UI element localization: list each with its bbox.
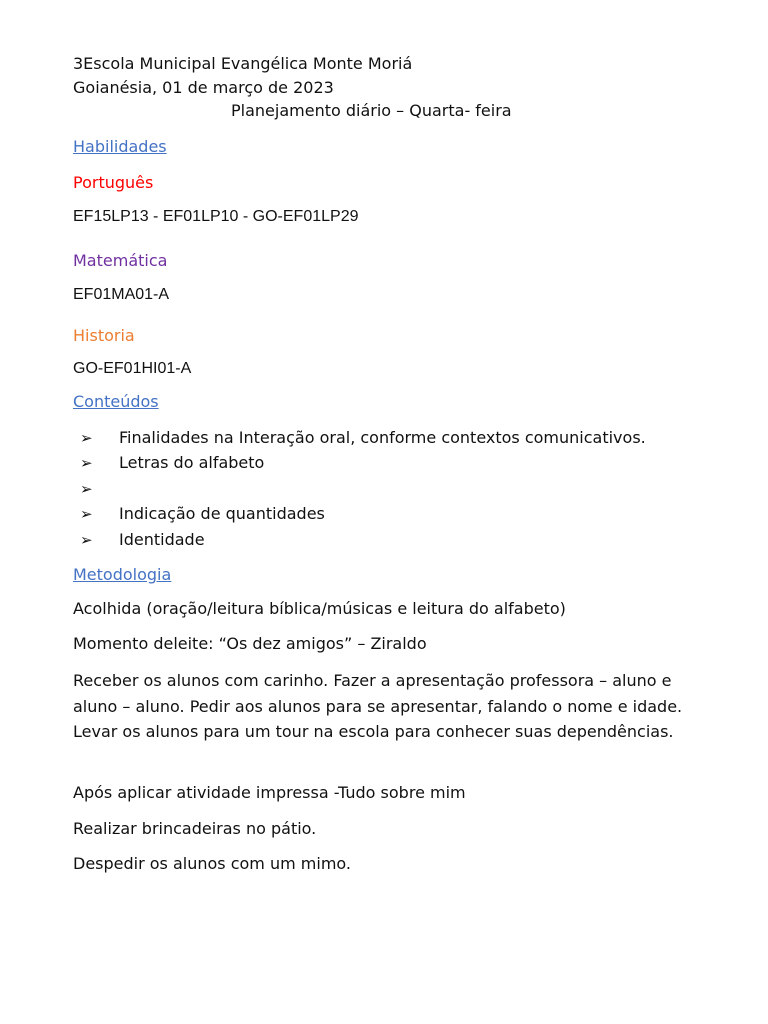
date-line: Goianésia, 01 de março de 2023	[73, 78, 334, 97]
bullet-arrow-icon: ➢	[80, 531, 93, 549]
heading-matematica: Matemática	[73, 251, 168, 270]
portugues-codes: EF15LP13 - EF01LP10 - GO-EF01LP29	[73, 208, 359, 225]
heading-habilidades: Habilidades	[73, 137, 167, 156]
metodologia-paragraph: Realizar brincadeiras no pátio.	[73, 819, 317, 838]
metodologia-paragraph: Receber os alunos com carinho. Fazer a apresentação professora – aluno e aluno – aluno. Pedir aos alunos para se apresentar, falando o nome e idade. Levar os alunos para um tour na escola para conhecer suas dependências.	[73, 671, 683, 741]
list-item: Identidade	[119, 530, 205, 549]
heading-conteudos: Conteúdos	[73, 392, 159, 411]
historia-codes: GO-EF01HI01-A	[73, 360, 192, 377]
metodologia-paragraph: Acolhida (oração/leitura bíblica/músicas e leitura do alfabeto)	[73, 599, 566, 618]
bullet-arrow-icon: ➢	[80, 429, 93, 447]
heading-historia: Historia	[73, 326, 135, 345]
heading-metodologia: Metodologia	[73, 565, 172, 584]
bullet-arrow-icon: ➢	[80, 454, 93, 472]
metodologia-paragraph: Despedir os alunos com um mimo.	[73, 854, 351, 873]
list-item: Letras do alfabeto	[119, 453, 265, 472]
list-item: Finalidades na Interação oral, conforme contextos comunicativos.	[119, 428, 646, 447]
metodologia-paragraph: Após aplicar atividade impressa -Tudo sobre mim	[73, 783, 466, 802]
bullet-arrow-icon: ➢	[80, 505, 93, 523]
bullet-arrow-icon: ➢	[80, 480, 93, 498]
matematica-codes: EF01MA01-A	[73, 286, 170, 303]
plan-title: Planejamento diário – Quarta- feira	[231, 101, 512, 120]
metodologia-paragraph: Momento deleite: “Os dez amigos” – Ziraldo	[73, 634, 427, 653]
heading-portugues: Português	[73, 173, 154, 192]
list-item: Indicação de quantidades	[119, 504, 325, 523]
school-name: 3Escola Municipal Evangélica Monte Moriá	[73, 54, 413, 73]
